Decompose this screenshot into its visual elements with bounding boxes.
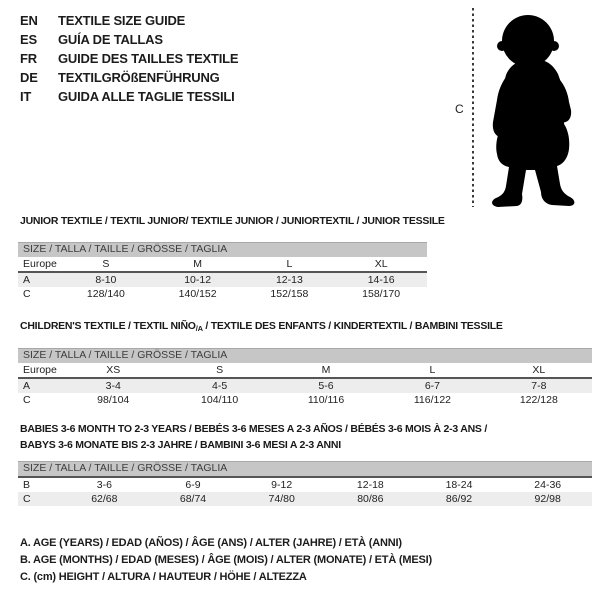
guide-title-it: GUIDA ALLE TAGLIE TESSILI (58, 89, 235, 104)
guide-title-en: TEXTILE SIZE GUIDE (58, 13, 186, 28)
height-measure-label: C (455, 102, 464, 116)
size-header-bar: SIZE / TALLA / TAILLE / GRÖSSE / TAGLIA (18, 461, 592, 478)
language-row-es (20, 30, 238, 49)
section-title-children (20, 320, 503, 333)
size-cell: XL (532, 364, 546, 376)
value-cell: 68/74 (179, 493, 207, 505)
language-code: DE (20, 70, 38, 85)
row-label: B (23, 479, 31, 491)
table-row-months (18, 478, 592, 492)
value-cell: 86/92 (445, 493, 473, 505)
row-label: C (23, 288, 31, 300)
row-label: C (23, 493, 31, 505)
language-row-en (20, 11, 238, 30)
row-label: Europe (23, 258, 57, 270)
value-cell: 24-36 (534, 479, 562, 491)
table-row-region (18, 257, 427, 273)
size-header-bar: SIZE / TALLA / TAILLE / GRÖSSE / TAGLIA (18, 348, 592, 363)
value-cell: 140/152 (178, 288, 217, 300)
footnote-c: C. (cm) HEIGHT / ALTURA / HAUTEUR / HÖHE / ALTEZZA (20, 571, 307, 583)
row-label: A (23, 274, 31, 286)
language-title-block (20, 11, 238, 106)
table-row-region (18, 363, 592, 379)
babies-size-table (18, 461, 592, 506)
value-cell: 18-24 (445, 479, 473, 491)
language-code: FR (20, 51, 37, 66)
value-cell: 4-5 (212, 380, 228, 392)
guide-title-fr: GUIDE DES TAILLES TEXTILE (58, 51, 239, 66)
value-cell: 6-9 (185, 479, 201, 491)
section-title-children-suffix: / TEXTILE DES ENFANTS / KINDERTEXTIL / BAMBINI TESSILE (202, 320, 503, 332)
value-cell: 5-6 (318, 380, 334, 392)
language-row-de (20, 68, 238, 87)
value-cell: 14-16 (367, 274, 395, 286)
table-row-height (18, 287, 427, 301)
value-cell: 152/158 (270, 288, 309, 300)
value-cell: 3-4 (105, 380, 121, 392)
section-title-children-prefix: CHILDREN'S TEXTILE / TEXTIL NIÑO (20, 320, 196, 332)
table-row-age (18, 379, 592, 393)
section-title-junior: JUNIOR TEXTILE / TEXTIL JUNIOR/ TEXTILE JUNIOR / JUNIORTEXTIL / JUNIOR TESSILE (20, 215, 445, 227)
language-row-fr (20, 49, 238, 68)
language-code: ES (20, 32, 37, 47)
size-cell: L (286, 258, 293, 270)
size-cell: XL (374, 258, 388, 270)
table-row-height (18, 393, 592, 407)
value-cell: 7-8 (531, 380, 547, 392)
language-row-it (20, 87, 238, 106)
value-cell: 158/170 (362, 288, 401, 300)
section-title-babies (20, 421, 487, 453)
value-cell: 122/128 (519, 394, 558, 406)
size-cell: M (321, 364, 331, 376)
size-cell: M (193, 258, 202, 270)
row-label: A (23, 380, 31, 392)
value-cell: 8-10 (95, 274, 117, 286)
section-title-children-sub: /A (195, 324, 203, 333)
section-title-babies-line1: BABIES 3-6 MONTH TO 2-3 YEARS / BEBÉS 3-6 MESES A 2-3 AÑOS / BÉBÉS 3-6 MOIS À 2-3 ANS / (20, 423, 488, 435)
footnote-a: A. AGE (YEARS) / EDAD (AÑOS) / ÂGE (ANS) / ALTER (JAHRE) / ETÀ (ANNI) (20, 537, 402, 549)
value-cell: 74/80 (268, 493, 295, 505)
guide-title-de: TEXTILGRÖßENFÜHRUNG (58, 70, 220, 85)
language-code: IT (20, 89, 32, 104)
value-cell: 116/122 (413, 394, 452, 406)
table-row-height (18, 492, 592, 506)
size-cell: L (429, 364, 436, 376)
value-cell: 6-7 (424, 380, 441, 392)
value-cell: 12-18 (356, 479, 384, 491)
section-title-babies-line2: BABYS 3-6 MONATE BIS 2-3 JAHRE / BAMBINI 3-6 MESI A 2-3 ANNI (20, 439, 341, 451)
junior-size-table (18, 242, 427, 301)
size-cell: XS (106, 364, 121, 376)
height-measure-dotted-line (472, 8, 474, 207)
value-cell: 3-6 (96, 479, 112, 491)
value-cell: 110/116 (307, 394, 345, 406)
value-cell: 92/98 (534, 493, 561, 505)
value-cell: 9-12 (271, 479, 293, 491)
size-cell: S (216, 364, 224, 376)
language-code: EN (20, 13, 38, 28)
value-cell: 80/86 (357, 493, 384, 505)
value-cell: 98/104 (97, 394, 130, 406)
row-label: C (23, 394, 31, 406)
size-cell: S (102, 258, 110, 270)
size-header-bar: SIZE / TALLA / TAILLE / GRÖSSE / TAGLIA (18, 242, 427, 257)
value-cell: 104/110 (201, 394, 239, 406)
footnotes (20, 535, 432, 586)
footnote-b: B. AGE (MONTHS) / EDAD (MESES) / ÂGE (MOIS) / ALTER (MONATE) / ETÀ (MESI) (20, 554, 432, 566)
guide-title-es: GUÍA DE TALLAS (58, 32, 163, 47)
value-cell: 10-12 (184, 274, 212, 286)
value-cell: 62/68 (91, 493, 118, 505)
row-label: Europe (23, 364, 57, 376)
baby-silhouette-icon (479, 4, 579, 212)
value-cell: 128/140 (86, 288, 125, 300)
value-cell: 12-13 (275, 274, 303, 286)
table-row-age (18, 273, 427, 287)
children-size-table (18, 348, 592, 407)
